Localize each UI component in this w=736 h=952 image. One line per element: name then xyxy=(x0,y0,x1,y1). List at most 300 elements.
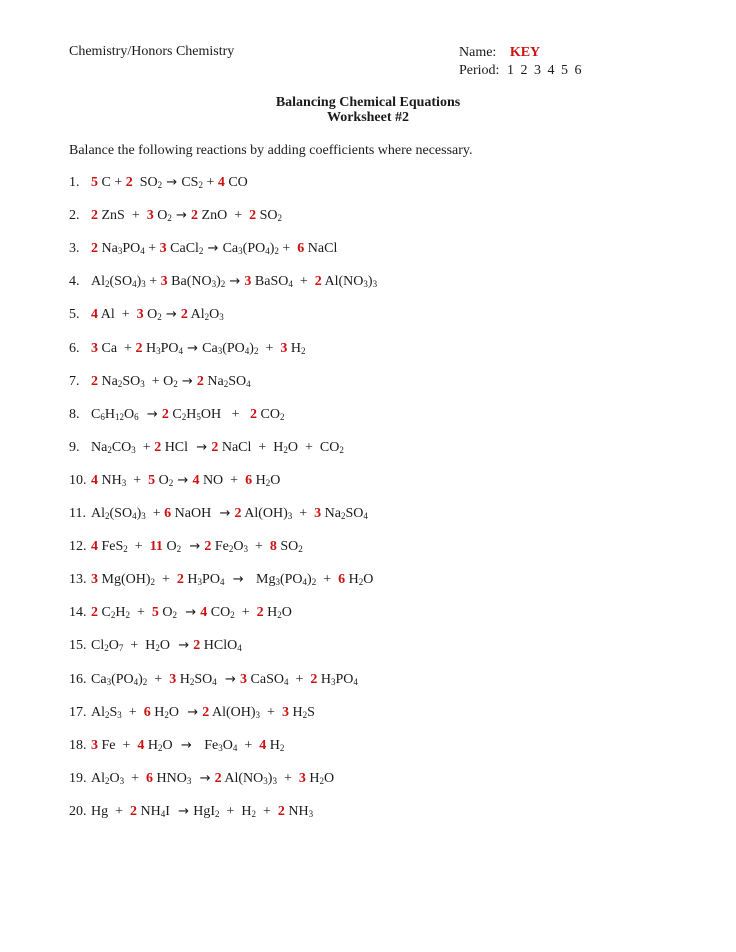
formula-text: ) xyxy=(136,506,142,521)
formula-text: + xyxy=(292,274,315,290)
equation-number: 20. xyxy=(69,803,87,819)
subscript: 2 xyxy=(277,213,282,224)
subscript: 3 xyxy=(156,345,161,356)
instructions: Balance the following reactions by adding coefficients where necessary. xyxy=(69,143,473,158)
subscript: 2 xyxy=(157,312,162,323)
subscript: 2 xyxy=(157,180,163,190)
subscript: 2 xyxy=(358,577,364,588)
coefficient: 3 xyxy=(280,340,288,356)
subscript: 4 xyxy=(363,511,368,521)
formula-text: O + CO xyxy=(287,439,340,455)
subscript: 4 xyxy=(133,676,139,687)
formula-text: PO xyxy=(122,241,141,257)
subscript: 4 xyxy=(140,246,145,257)
formula-text: O xyxy=(363,572,374,588)
formula-text: Na xyxy=(203,373,224,389)
formula-text: + O xyxy=(144,373,174,389)
subscript: 2 xyxy=(279,411,285,422)
coefficient: 3 xyxy=(91,737,98,753)
formula-text: C xyxy=(168,406,182,422)
formula-text: (PO xyxy=(279,572,303,588)
formula-text: Al(NO xyxy=(321,274,364,290)
formula-text: + xyxy=(247,539,270,555)
formula-text: ) xyxy=(216,274,221,290)
formula-text: + xyxy=(144,241,160,257)
coefficient: 2 xyxy=(202,704,210,720)
coefficient: 3 xyxy=(281,704,289,720)
coefficient: 5 xyxy=(91,175,98,190)
equation-number: 6. xyxy=(69,340,80,356)
formula-text: Al xyxy=(91,506,105,521)
coefficient: 2 xyxy=(91,241,98,257)
formula-text: ) xyxy=(269,241,275,257)
formula-text: NaCl xyxy=(304,241,338,257)
formula-text: ) xyxy=(249,340,254,356)
formula-text: NH xyxy=(137,803,161,819)
subscript: 3 xyxy=(238,246,243,257)
subscript: 2 xyxy=(142,676,148,687)
reaction-arrow-icon: → xyxy=(171,208,192,224)
formula-text: I xyxy=(165,803,170,819)
subscript: 2 xyxy=(230,610,235,621)
formula-text: (PO xyxy=(222,340,245,356)
coefficient: 2 xyxy=(191,208,199,224)
coefficient: 6 xyxy=(338,572,346,588)
subscript: 2 xyxy=(150,577,155,588)
formula-text: (PO xyxy=(242,241,266,257)
formula-text: C + xyxy=(98,175,126,190)
formula-text: + xyxy=(135,439,155,455)
formula-text: + xyxy=(121,704,144,720)
coefficient: 5 xyxy=(151,605,159,621)
equation-row xyxy=(69,472,280,490)
formula-text: SO xyxy=(256,208,278,224)
coefficient: 2 xyxy=(234,506,242,521)
coefficient: 2 xyxy=(211,439,219,455)
subscript: 3 xyxy=(121,477,127,488)
formula-text: Mg xyxy=(256,572,276,588)
equation-number: 1. xyxy=(69,175,80,190)
reaction-arrow-icon: → xyxy=(169,803,194,819)
subscript: 2 xyxy=(274,246,279,257)
subscript: 3 xyxy=(372,279,378,290)
subscript: 5 xyxy=(196,411,201,422)
formula-text: H xyxy=(345,572,359,588)
formula-text: HClO xyxy=(200,638,238,654)
period-label: Period: xyxy=(459,63,500,78)
reaction-arrow-icon: → xyxy=(191,770,215,786)
subscript: 3 xyxy=(275,577,280,588)
formula-text: Na xyxy=(98,373,118,389)
reaction-arrow-icon: → xyxy=(138,406,162,422)
formula-text: + xyxy=(292,506,315,521)
formula-text: H xyxy=(183,572,198,588)
subscript: 3 xyxy=(140,378,145,389)
coefficient: 3 xyxy=(136,307,144,323)
subscript: 2 xyxy=(105,709,110,720)
coefficient: 4 xyxy=(217,175,225,190)
equation-number: 11. xyxy=(69,506,86,521)
coefficient: 3 xyxy=(169,671,177,687)
formula-text: Al(NO xyxy=(221,770,264,786)
formula-text: H xyxy=(305,770,320,786)
reaction-arrow-icon: → xyxy=(162,175,182,190)
subscript: 3 xyxy=(219,312,224,323)
reaction-arrow-icon: → xyxy=(203,241,223,257)
worksheet-title xyxy=(0,95,736,125)
subscript: 2 xyxy=(105,511,110,521)
equation-row xyxy=(69,604,292,622)
reaction-arrow-icon: → xyxy=(211,506,235,521)
formula-text: SO xyxy=(132,175,158,190)
coefficient: 3 xyxy=(146,208,154,224)
formula-text: ZnO + xyxy=(198,208,250,224)
subscript: 2 xyxy=(215,808,220,819)
coefficient: 2 xyxy=(154,439,162,455)
subscript: 4 xyxy=(160,808,166,819)
subscript: 4 xyxy=(232,742,238,753)
coefficient: 2 xyxy=(130,803,138,819)
formula-text: HNO xyxy=(153,770,187,786)
subscript: 2 xyxy=(110,610,116,621)
subscript: 2 xyxy=(298,544,303,555)
coefficient: 4 xyxy=(91,307,98,323)
coefficient: 4 xyxy=(91,539,98,555)
formula-text: ) xyxy=(138,671,143,687)
subscript: 2 xyxy=(181,411,187,422)
formula-text: O xyxy=(324,770,335,786)
formula-text: Fe xyxy=(204,737,219,753)
subscript: 3 xyxy=(287,511,293,521)
coefficient: 4 xyxy=(192,472,200,488)
equation-number: 18. xyxy=(69,737,87,753)
coefficient: 2 xyxy=(161,406,169,422)
formula-text: + xyxy=(126,472,149,488)
formula-text: Ca xyxy=(91,671,107,687)
subscript: 3 xyxy=(217,345,223,356)
subscript: 2 xyxy=(228,544,234,555)
subscript: 3 xyxy=(141,511,146,521)
subscript: 2 xyxy=(319,775,324,786)
formula-text: H xyxy=(287,340,301,356)
formula-text: O xyxy=(162,737,173,753)
coefficient: 2 xyxy=(125,175,133,190)
subscript: 2 xyxy=(123,544,128,555)
coefficient: 6 xyxy=(143,704,151,720)
formula-text: Na xyxy=(321,506,341,521)
subscript: 4 xyxy=(178,345,183,356)
subscript: 2 xyxy=(155,643,160,654)
coefficient: 2 xyxy=(314,274,322,290)
formula-text: + xyxy=(147,671,170,687)
formula-text: SO xyxy=(345,506,364,521)
formula-text: CO xyxy=(207,605,231,621)
formula-text: CS xyxy=(181,175,199,190)
formula-text: BaSO xyxy=(251,274,289,290)
formula-text: NH xyxy=(284,803,309,819)
subscript: 2 xyxy=(105,775,110,786)
subscript: 2 xyxy=(172,610,177,621)
formula-text: NO + xyxy=(199,472,246,488)
coefficient: 4 xyxy=(200,605,208,621)
coefficient: 2 xyxy=(91,605,98,621)
formula-text: CO xyxy=(111,439,132,455)
formula-text: + xyxy=(260,704,282,720)
subscript: 2 xyxy=(104,643,109,654)
formula-text: CO xyxy=(256,406,280,422)
formula-text: Na xyxy=(98,241,118,257)
reaction-arrow-icon: → xyxy=(177,373,197,389)
reaction-arrow-icon: → xyxy=(177,605,201,621)
subscript: 2 xyxy=(220,279,226,290)
formula-text: + xyxy=(127,539,150,555)
reaction-arrow-icon: → xyxy=(188,439,212,455)
formula-text: H xyxy=(266,737,280,753)
coefficient: 2 xyxy=(91,373,98,389)
formula-text: Ca xyxy=(222,241,239,257)
formula-text: Na xyxy=(91,439,108,455)
formula-text: C xyxy=(91,406,101,422)
coefficient: 11 xyxy=(149,539,163,555)
subscript: 2 xyxy=(279,742,285,753)
subscript: 3 xyxy=(211,279,217,290)
subscript: 2 xyxy=(277,610,282,621)
equation-number: 5. xyxy=(69,307,80,323)
equation-row xyxy=(69,406,284,424)
subscript: 3 xyxy=(119,775,125,786)
formula-text: O xyxy=(209,307,220,323)
formula-text: Fe + xyxy=(98,737,138,753)
formula-text: + xyxy=(316,572,339,588)
formula-text: O xyxy=(159,638,170,654)
formula-text: Ba(NO xyxy=(167,274,212,290)
formula-text: NaCl + H xyxy=(218,439,284,455)
name-line xyxy=(459,44,581,62)
formula-text: NH xyxy=(98,472,122,488)
subscript: 3 xyxy=(186,775,192,786)
reaction-arrow-icon: → xyxy=(182,340,203,356)
formula-text: (PO xyxy=(111,671,134,687)
subscript: 4 xyxy=(288,279,293,290)
subscript: 2 xyxy=(173,378,178,389)
subscript: 4 xyxy=(246,378,251,389)
formula-text: ZnS + xyxy=(98,208,147,224)
equation-number: 10. xyxy=(69,472,87,488)
equation-row xyxy=(69,273,377,291)
formula-text: Al(OH) xyxy=(241,506,288,521)
formula-text: O xyxy=(168,704,179,720)
formula-text: H xyxy=(186,406,197,422)
formula-text: Al + xyxy=(98,307,137,323)
course-title: Chemistry/Honors Chemistry xyxy=(69,44,235,59)
subscript: 2 xyxy=(125,610,130,621)
coefficient: 4 xyxy=(91,472,98,488)
formula-text: S xyxy=(307,704,315,720)
name-value: KEY xyxy=(509,45,541,60)
formula-text: + xyxy=(276,770,299,786)
subscript: 2 xyxy=(167,213,172,224)
formula-text: Cl xyxy=(91,638,105,654)
coefficient: 2 xyxy=(135,340,143,356)
equation-row xyxy=(69,306,224,324)
equation-row xyxy=(69,637,242,655)
equation-number: 13. xyxy=(69,572,87,588)
equation-number: 14. xyxy=(69,605,87,621)
coefficient: 3 xyxy=(91,340,98,356)
formula-text: FeS xyxy=(98,539,124,555)
subscript: 3 xyxy=(131,444,136,455)
subscript: 3 xyxy=(106,676,112,687)
equation-number: 12. xyxy=(69,539,87,555)
formula-text: + xyxy=(145,274,161,290)
formula-text: NaOH xyxy=(171,506,212,521)
reaction-arrow-icon: → xyxy=(173,472,193,488)
formula-text: + xyxy=(129,605,152,621)
equation-number: 8. xyxy=(69,406,80,422)
coefficient: 6 xyxy=(164,506,172,521)
formula-text: + xyxy=(234,605,257,621)
formula-text: O xyxy=(222,737,233,753)
formula-text: Al(OH) xyxy=(209,704,256,720)
equation-number: 15. xyxy=(69,638,87,654)
formula-text: (SO xyxy=(109,274,133,290)
coefficient: 5 xyxy=(148,472,156,488)
subscript: 2 xyxy=(283,444,288,455)
formula-text: O xyxy=(108,638,119,654)
subscript: 2 xyxy=(158,742,163,753)
formula-text: SO xyxy=(276,539,299,555)
equation-row xyxy=(69,671,358,689)
subscript: 4 xyxy=(212,676,217,687)
formula-text: O xyxy=(281,605,292,621)
formula-text: H xyxy=(144,737,159,753)
formula-text: Al xyxy=(91,274,105,290)
formula-text: O xyxy=(158,605,173,621)
coefficient: 3 xyxy=(160,274,168,290)
coefficient: 4 xyxy=(137,737,145,753)
subscript: 2 xyxy=(198,180,203,190)
subscript: 2 xyxy=(223,378,229,389)
subscript: 2 xyxy=(251,808,257,819)
formula-text: H xyxy=(288,704,303,720)
equation-number: 19. xyxy=(69,770,87,786)
coefficient: 3 xyxy=(298,770,306,786)
subscript: 2 xyxy=(339,444,344,455)
formula-text: O xyxy=(155,472,169,488)
coefficient: 2 xyxy=(91,208,98,224)
subscript: 4 xyxy=(132,511,137,521)
formula-text: CO xyxy=(224,175,248,190)
coefficient: 3 xyxy=(159,241,167,257)
formula-text: + xyxy=(124,770,147,786)
subscript: 12 xyxy=(114,411,124,422)
equation-row xyxy=(69,207,282,225)
subscript: 3 xyxy=(263,775,268,786)
period-line xyxy=(459,62,581,80)
formula-text: + xyxy=(258,340,281,356)
title-line-1: Balancing Chemical Equations xyxy=(275,95,461,110)
formula-text: H xyxy=(263,605,278,621)
coefficient: 6 xyxy=(146,770,154,786)
coefficient: 8 xyxy=(269,539,277,555)
formula-text: H xyxy=(104,406,115,422)
reaction-arrow-icon: → xyxy=(216,671,241,687)
name-label: Name: xyxy=(459,45,497,60)
coefficient: 3 xyxy=(314,506,322,521)
formula-text: H xyxy=(115,605,126,621)
subscript: 4 xyxy=(132,279,137,290)
coefficient: 2 xyxy=(256,605,264,621)
formula-text: ) xyxy=(267,770,273,786)
equation-row xyxy=(69,704,315,722)
formula-text: HCl xyxy=(161,439,189,455)
coefficient: 4 xyxy=(259,737,267,753)
subscript: 4 xyxy=(237,643,242,654)
subscript: 4 xyxy=(219,577,225,588)
formula-text: O xyxy=(143,307,158,323)
title-line-2: Worksheet #2 xyxy=(326,110,410,125)
formula-text: H xyxy=(176,671,190,687)
subscript: 7 xyxy=(118,643,124,654)
subscript: 2 xyxy=(253,345,259,356)
equation-row xyxy=(69,505,368,523)
subscript: 2 xyxy=(302,709,308,720)
formula-text: PO xyxy=(335,671,354,687)
coefficient: 6 xyxy=(297,241,305,257)
formula-text: CaCl xyxy=(166,241,199,257)
formula-text: + xyxy=(155,572,177,588)
reaction-arrow-icon: → xyxy=(172,737,205,753)
coefficient: 2 xyxy=(277,803,285,819)
formula-text: Al xyxy=(187,307,205,323)
subscript: 2 xyxy=(189,676,195,687)
formula-text: SO xyxy=(122,373,141,389)
subscript: 4 xyxy=(302,577,308,588)
formula-text: PO xyxy=(160,340,179,356)
reaction-arrow-icon: → xyxy=(181,539,205,555)
subscript: 3 xyxy=(117,709,122,720)
formula-text: Ca + xyxy=(98,340,136,356)
formula-text: Al xyxy=(91,704,105,720)
subscript: 4 xyxy=(265,246,270,257)
coefficient: 3 xyxy=(91,572,98,588)
reaction-arrow-icon: → xyxy=(224,572,256,588)
equation-row xyxy=(69,770,334,788)
formula-text: O xyxy=(270,472,281,488)
formula-text: CaSO xyxy=(247,671,284,687)
formula-text: Al xyxy=(91,770,105,786)
subscript: 2 xyxy=(117,378,123,389)
subscript: 3 xyxy=(331,676,336,687)
subscript: 4 xyxy=(283,676,289,687)
formula-text: HgI xyxy=(193,803,215,819)
coefficient: 2 xyxy=(204,539,212,555)
formula-text: + xyxy=(256,803,278,819)
formula-text: C xyxy=(98,605,111,621)
coefficient: 2 xyxy=(196,373,204,389)
formula-text: H xyxy=(142,340,157,356)
formula-text: + H xyxy=(123,638,156,654)
equation-number: 2. xyxy=(69,208,80,224)
reaction-arrow-icon: → xyxy=(178,704,203,720)
equation-row xyxy=(69,439,344,457)
formula-text: Ca xyxy=(202,340,218,356)
equation-number: 3. xyxy=(69,241,80,257)
formula-text: + H xyxy=(219,803,252,819)
coefficient: 3 xyxy=(244,274,252,290)
equation-number: 9. xyxy=(69,439,80,455)
equation-row xyxy=(69,538,303,556)
